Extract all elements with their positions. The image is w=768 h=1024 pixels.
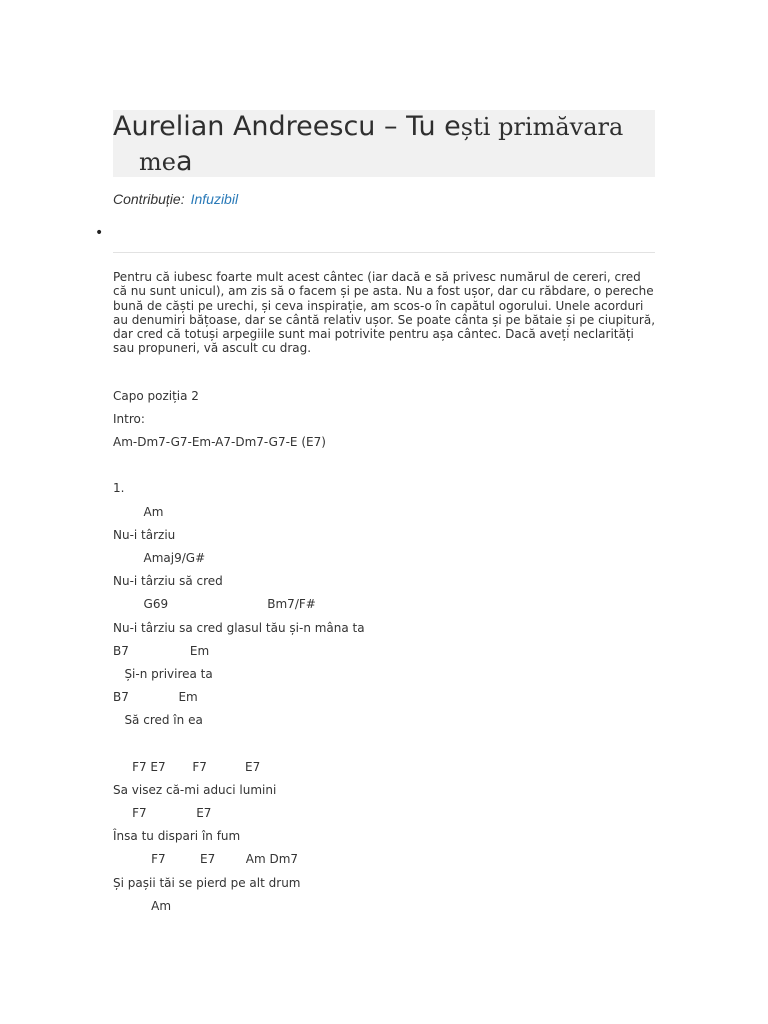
lyric-line: Nu-i târziu sa cred glasul tău și-n mâna ta [113, 621, 365, 635]
chord-line: G69 Bm7/F# [113, 597, 316, 611]
lyric-line: Sa visez că-mi aduci lumini [113, 783, 277, 797]
contribution-label: Contribuție: [113, 191, 185, 207]
title-part-sans-2: a [175, 146, 193, 177]
chord-line: F7 E7 [113, 806, 212, 820]
title-part-sans: Aurelian Andreescu – Tu e [113, 111, 461, 142]
chord-line: B7 Em [113, 644, 210, 658]
chord-line: Am [113, 505, 164, 519]
title-part-serif: ști primăvara [460, 113, 624, 141]
author-link[interactable]: Infuzibil [190, 191, 239, 207]
lyric-line: Nu-i târziu să cred [113, 574, 223, 588]
list-bullet: • [95, 225, 104, 241]
page-title-continued [139, 145, 193, 179]
page-title [113, 110, 623, 144]
chord-line: Am [113, 899, 172, 913]
chord-line: F7 E7 Am Dm7 [113, 852, 299, 866]
verse-number: 1. [113, 481, 125, 495]
chord-line: F7 E7 F7 E7 [113, 760, 261, 774]
lyric-line: Nu-i târziu [113, 528, 176, 542]
lyric-line: Însa tu dispari în fum [113, 829, 241, 843]
contribution-line [113, 191, 238, 207]
divider [113, 252, 655, 253]
title-part-serif-2: me [139, 148, 176, 176]
lyric-line: Și pașii tăi se pierd pe alt drum [113, 876, 301, 890]
intro-chords: Am-Dm7-G7-Em-A7-Dm7-G7-E (E7) [113, 435, 326, 449]
intro-paragraph: Pentru că iubesc foarte mult acest cântec (iar dacă e să privesc numărul de cereri, cred că nu sunt unicul), am zis să o facem și pe asta. Nu a fost ușor, dar cu răbdare, o pereche bună de căști pe urechi, și ceva inspirație, am scos-o în capătul ogorului. Unele acorduri au denumiri bățoase, dar se cântă relativ ușor. Se poate cânta și pe bătaie și pe ciupitură, dar cred că totuși arpegiile sunt mai potrivite pentru așa cântec. Dacă aveți neclarități sau propuneri, vă ascult cu drag. [113, 270, 656, 356]
lyric-line: Să cred în ea [113, 713, 203, 727]
lyric-line: Și-n privirea ta [113, 667, 213, 681]
intro-label: Intro: [113, 412, 145, 426]
chord-line: Amaj9/G# [113, 551, 206, 565]
chord-line: B7 Em [113, 690, 198, 704]
capo-line: Capo poziția 2 [113, 389, 199, 403]
